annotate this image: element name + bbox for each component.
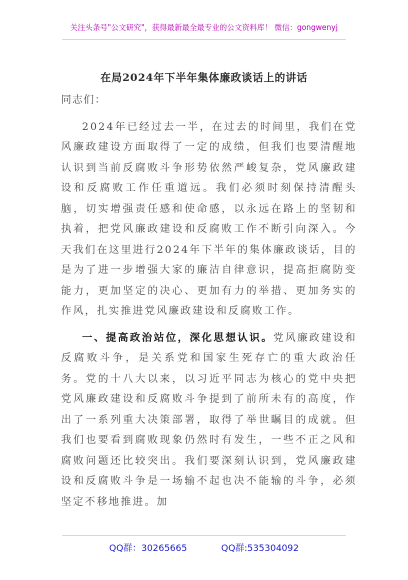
section-body: 党风廉政建设和反腐败斗争，是关系党和国家生死存亡的重大政治任务。党的十八大以来，以习近平同志为核心的党中央把党风廉政建设和反腐败斗争提到了前所未有的高度，作出了一系列重大决策部署，取得了举世瞩目的成就。但我们也要看到腐败现象仍然时有发生，一些不正之风和腐败问题还比较突出。我们要深刻认识到，党风廉政建设和反腐败斗争是一场输不起也决不能输的斗争，必须坚定不移地推进。加 — [61, 331, 357, 508]
document-body — [61, 90, 357, 512]
header-divider — [62, 39, 346, 40]
footer-divider — [62, 535, 346, 536]
footer — [0, 541, 408, 554]
footer-qq-group-2: QQ群:535304092 — [221, 544, 299, 554]
section-heading: 一、提高政治站位，深化思想认识。 — [82, 331, 274, 344]
header-banner: 关注头条号"公文研究"，获得最新最全最专业的公文资料库！ 微信：gongwenyj — [70, 23, 338, 32]
document-title: 在局2024年下半年集体廉政谈话上的讲话 — [100, 72, 308, 84]
paragraph-intro: 2024年已经过去一半，在过去的时间里，我们在党风廉政建设方面取得了一定的成绩，但我们也要清醒地认识到当前反腐败斗争形势依然严峻复杂，党风廉政建设和反腐败工作任重道远。我们必须时刻保持清醒头脑，切实增强责任感和使命感，以永远在路上的坚韧和执着，把党风廉政建设和反腐败工作不断引向深入。今天我们在这里进行2024年下半年的集体廉政谈话，目的是为了进一步增强大家的廉洁自律意识，提高拒腐防变能力，更加坚定的决心、更加有力的举措、更加务实的作风，扎实推进党风廉政建设和反腐败工作。 — [61, 120, 357, 317]
paragraph-section-1 — [61, 328, 357, 513]
salutation: 同志们： — [61, 94, 107, 106]
footer-qq-group-1: QQ群：30265665 — [109, 544, 188, 554]
